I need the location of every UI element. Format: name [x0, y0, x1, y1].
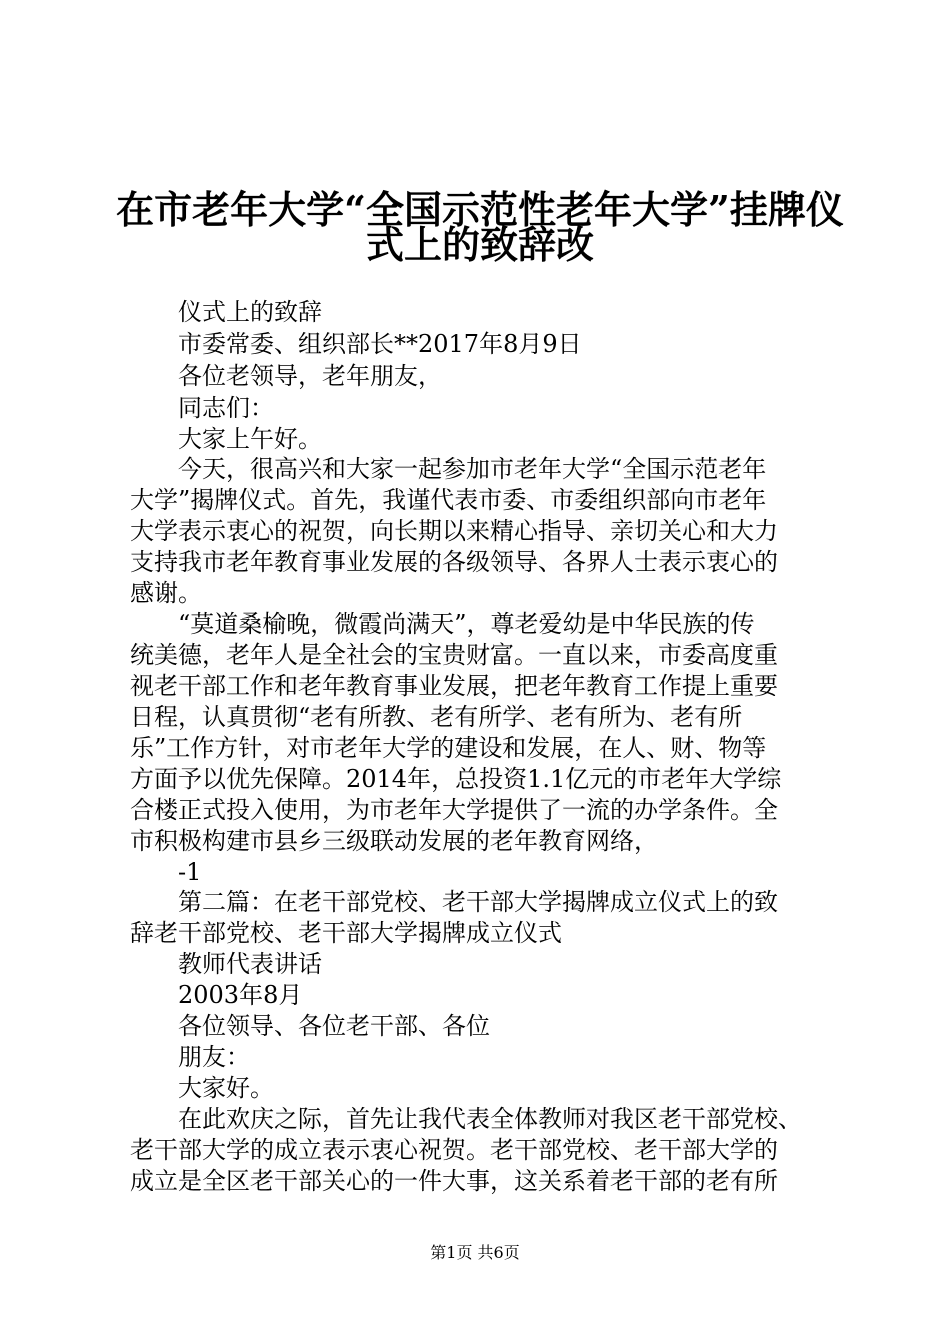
page-marker: -1 — [178, 858, 202, 886]
body-line: 合楼正式投入使用，为市老年大学提供了一流的办学条件。全 — [130, 796, 778, 824]
title-line-2: 式上的致辞改 — [365, 222, 594, 267]
body-line: 第二篇：在老干部党校、老干部大学揭牌成立仪式上的致 — [178, 888, 778, 916]
body-line: 仪式上的致辞 — [178, 298, 322, 326]
body-line: “莫道桑榆晚，微霞尚满天”，尊老爱幼是中华民族的传 — [178, 610, 755, 638]
body-line: 日程，认真贯彻“老有所教、老有所学、老有所为、老有所 — [130, 703, 743, 731]
body-line: 视老干部工作和老年教育事业发展，把老年教育工作提上重要 — [130, 672, 778, 700]
body-line: 市积极构建市县乡三级联动发展的老年教育网络， — [130, 827, 658, 855]
body-line: 大家好。 — [178, 1074, 274, 1102]
body-line: 在此欢庆之际，首先让我代表全体教师对我区老干部党校、 — [178, 1105, 802, 1133]
body-line: 大学”揭牌仪式。首先，我谨代表市委、市委组织部向市老年 — [130, 486, 767, 514]
page-footer: 第1页 共6页 — [430, 1243, 520, 1262]
body-line: 今天，很高兴和大家一起参加市老年大学“全国示范老年 — [178, 455, 767, 483]
body-line: 乐”工作方针，对市老年大学的建设和发展，在人、财、物等 — [130, 734, 767, 762]
body-line: 成立是全区老干部关心的一件大事，这关系着老干部的老有所 — [130, 1167, 778, 1195]
body-line: 统美德，老年人是全社会的宝贵财富。一直以来，市委高度重 — [130, 641, 778, 669]
body-line: 方面予以优先保障。2014年，总投资1.1亿元的市老年大学综 — [130, 765, 782, 793]
body-line: 支持我市老年教育事业发展的各级领导、各界人士表示衷心的 — [130, 548, 778, 576]
body-line: 各位领导、各位老干部、各位 — [178, 1012, 490, 1040]
body-line: 大学表示衷心的祝贺，向长期以来精心指导、亲切关心和大力 — [130, 517, 778, 545]
body-line: 朋友： — [178, 1043, 250, 1071]
body-line: 老干部大学的成立表示衷心祝贺。老干部党校、老干部大学的 — [130, 1136, 778, 1164]
body-line: 大家上午好。 — [178, 425, 322, 453]
title-line-1: 在市老年大学“全国示范性老年大学”挂牌仪 — [116, 187, 844, 232]
body-line: 2003年8月 — [178, 981, 303, 1009]
body-line: 各位老领导，老年朋友， — [178, 362, 442, 390]
body-line: 教师代表讲话 — [178, 950, 322, 978]
body-line: 同志们： — [178, 394, 274, 422]
body-line: 辞老干部党校、老干部大学揭牌成立仪式 — [130, 919, 562, 947]
body-line: 市委常委、组织部长**2017年8月9日 — [178, 330, 582, 358]
body-line: 感谢。 — [130, 579, 202, 607]
